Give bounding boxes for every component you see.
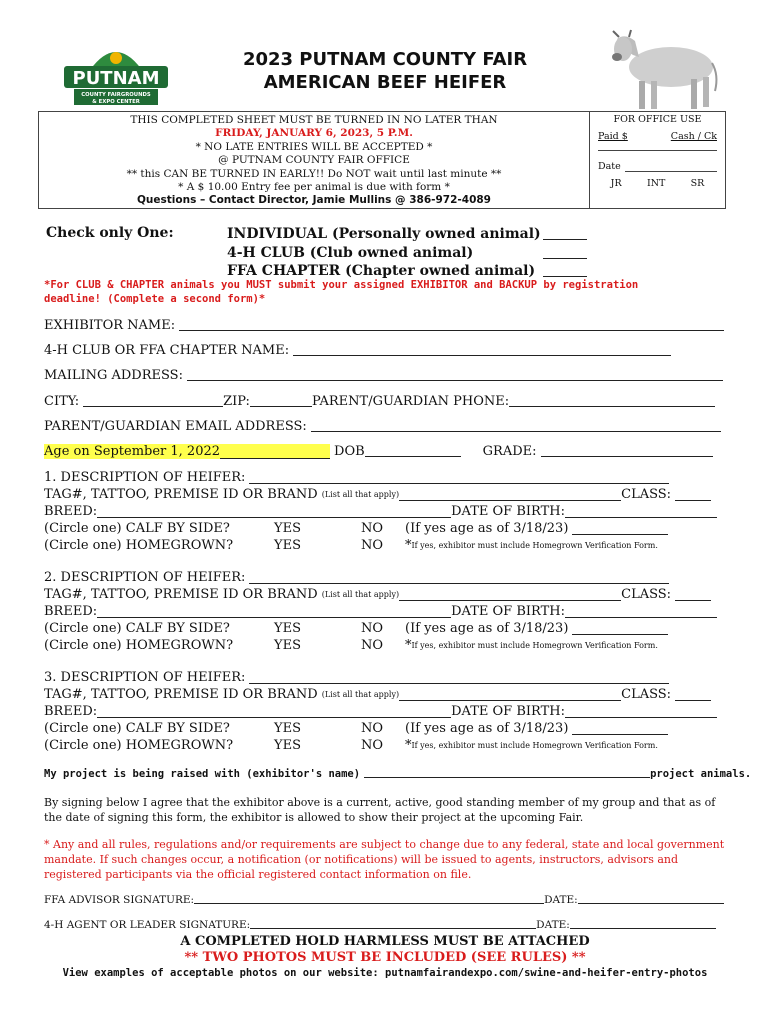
mailing-address-field[interactable]: MAILING ADDRESS: [44,368,723,383]
putnam-logo [60,40,172,106]
agent-signature-field[interactable]: 4-H AGENT OR LEADER SIGNATURE: DATE: [44,919,716,931]
ownership-options [227,225,587,281]
website-note: View examples of acceptable photos on our website: putnamfairandexpo.com/swine-and-heifer-entry-photos [62,967,708,979]
page-title: 2023 PUTNAM COUNTY FAIR AMERICAN BEEF HEIFER [242,49,528,93]
exhibitor-name-field[interactable]: EXHIBITOR NAME: [44,318,726,333]
heifer-3-section: 3. DESCRIPTION OF HEIFER: TAG#, TATTOO, PREMISE ID OR BRAND (List all that apply) CLASS: BREED: DATE OF BIRTH: (Circle one) CALF BY SIDE? YES NO (If yes age as of 3/18/23) (Circle one) HOMEGROWN? YES NO * If yes, exhibitor must include Homegrown Verification Form. [44,669,717,754]
heifer-2-section: 2. DESCRIPTION OF HEIFER: TAG#, TATTOO, PREMISE ID OR BRAND (List all that apply) CLASS: BREED: DATE OF BIRTH: (Circle one) CALF BY SIDE? YES NO (If yes age as of 3/18/23) (Circle one) HOMEGROWN? YES NO * If yes, exhibitor must include Homegrown Verification Form. [44,569,717,654]
email-address-field[interactable]: PARENT/GUARDIAN EMAIL ADDRESS: [44,419,721,434]
city-zip-phone-field[interactable]: CITY: ZIP: PARENT/GUARDIAN PHONE: [44,394,715,409]
deadline-notice: THIS COMPLETED SHEET MUST BE TURNED IN NO LATER THAN FRIDAY, JANUARY 6, 2023, 5 P.M. * NO LATE ENTRIES WILL BE ACCEPTED * @ PUTNAM COUNTY FAIR OFFICE ** this CAN BE TURNED IN EARLY!! Do NOT wait until last minute ** * A $ 10.00 Entry fee per animal is due with form * Questions – Contact Director, Jamie Mullins @ 386-972-4089 [38,111,590,209]
age-dob-grade-field[interactable]: Age on September 1, 2022 DOB GRADE: [44,444,713,459]
option-individual[interactable]: INDIVIDUAL (Personally owned animal) [227,225,587,244]
option-ffa-chapter[interactable]: FFA CHAPTER (Chapter owned animal) [227,262,587,281]
heifer-image [605,25,725,115]
heifer-1-section: 1. DESCRIPTION OF HEIFER: TAG#, TATTOO, PREMISE ID OR BRAND (List all that apply) CLASS: BREED: DATE OF BIRTH: (Circle one) CALF BY SIDE? YES NO (If yes age as of 3/18/23) (Circle one) HOMEGROWN? YES NO * If yes, exhibitor must include Homegrown Verification Form. [44,469,717,554]
agreement-statement: By signing below I agree that the exhibitor above is a current, active, good standing member of my group and that as of the date of signing this form, the exhibitor is allowed to show their project at the upcoming Fair. [44,796,716,824]
option-4h-club[interactable]: 4-H CLUB (Club owned animal) [227,244,587,263]
logo-text: PUTNAM [72,68,160,89]
project-exhibitor-field[interactable]: My project is being raised with (exhibitor's name) project animals. [44,768,752,780]
svg-text:& EXPO CENTER: & EXPO CENTER [92,99,140,105]
photos-note: ** TWO PHOTOS MUST BE INCLUDED (SEE RULES) ** [184,950,586,965]
hold-harmless-note: A COMPLETED HOLD HARMLESS MUST BE ATTACHED [180,934,590,949]
check-one-label: Check only One: [46,225,174,241]
rules-disclaimer: * Any and all rules, regulations and/or requirements are subject to change due to any federal, state and local government mandate. If such changes occur, a notification (or notifications) will be issued to agents, instructors, advisors and registered participants via the official registered contact information on file. [44,838,725,881]
svg-text:COUNTY FAIRGROUNDS: COUNTY FAIRGROUNDS [81,92,151,98]
office-use-box: FOR OFFICE USE Paid $ Cash / Ck Date JR INT SR [590,111,726,209]
club-chapter-warning: *For CLUB & CHAPTER animals you MUST submit your assigned EXHIBITOR and BACKUP by registration deadline! (Complete a second form)* [44,279,639,305]
club-chapter-name-field[interactable]: 4-H CLUB OR FFA CHAPTER NAME: [44,343,684,358]
ffa-signature-field[interactable]: FFA ADVISOR SIGNATURE: DATE: [44,894,724,906]
